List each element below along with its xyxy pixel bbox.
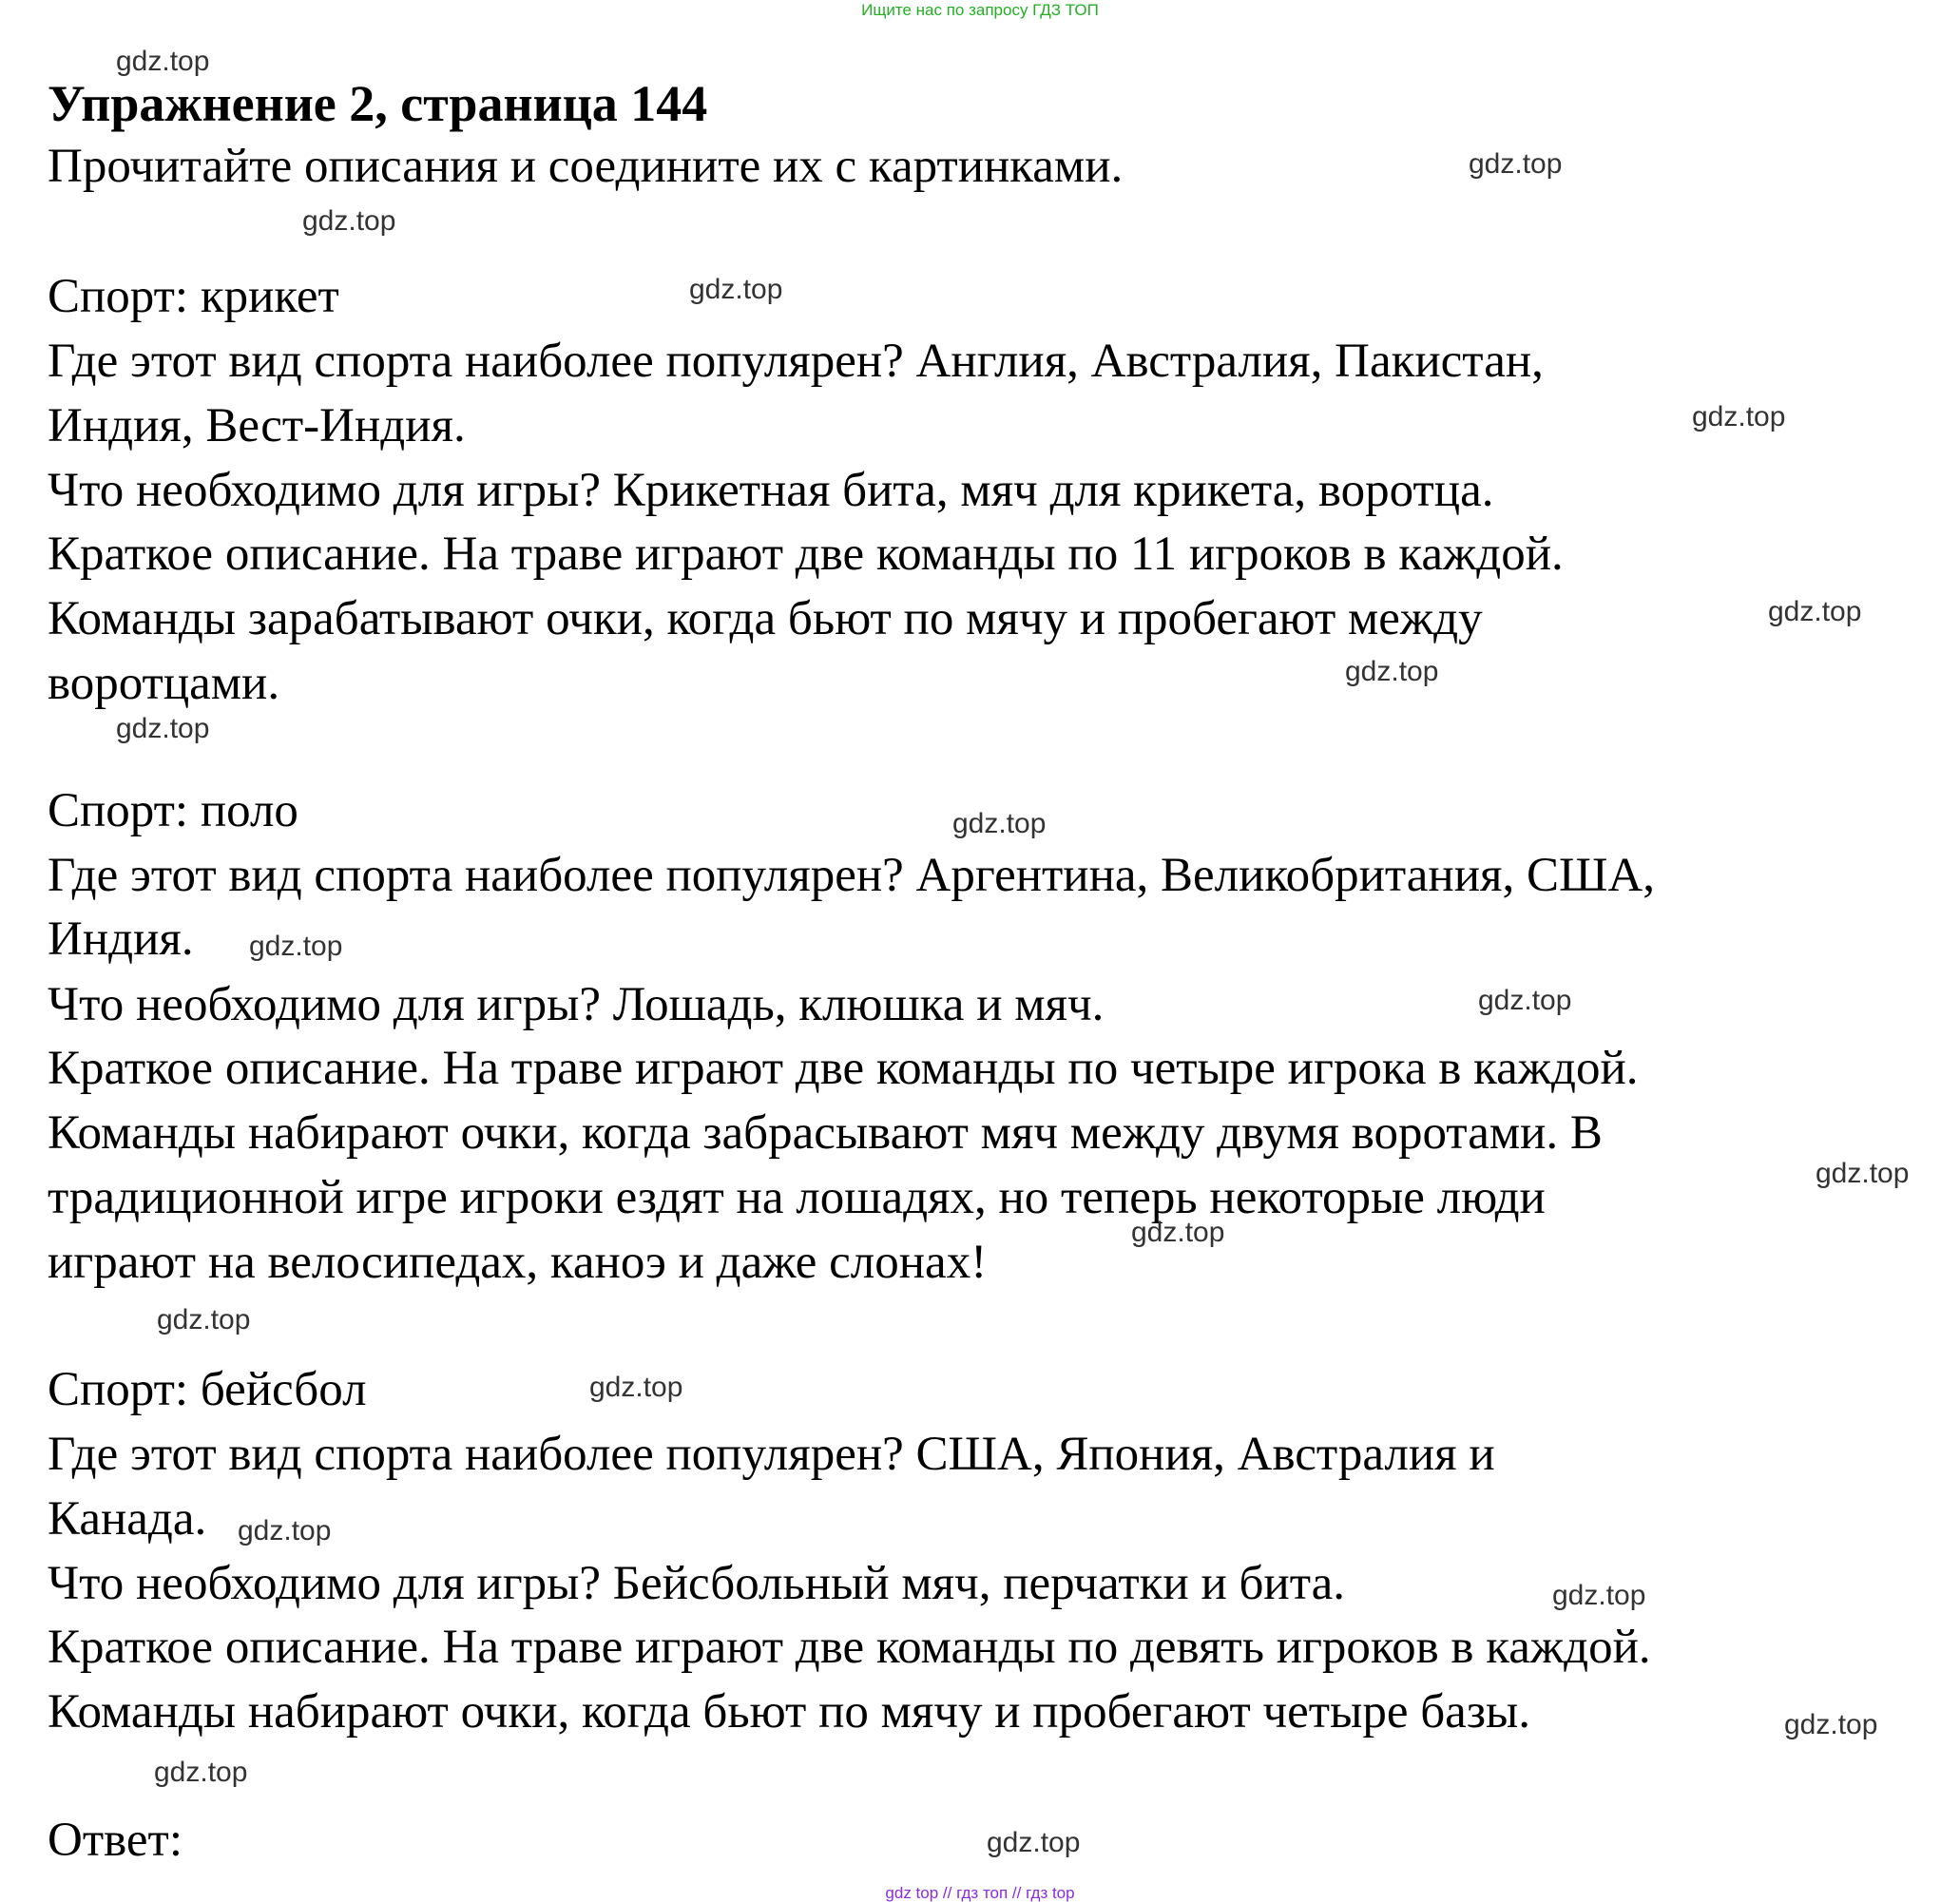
watermark: gdz.top <box>1816 1158 1910 1189</box>
polo-desc-line3: традиционной игре игроки ездят на лошадях, но теперь некоторые люди <box>48 1171 1546 1224</box>
polo-where-line2: Индия. <box>48 913 194 966</box>
watermark: gdz.top <box>1768 596 1862 627</box>
cricket-where-line2: Индия, Вест-Индия. <box>48 399 466 452</box>
polo-desc-line1: Краткое описание. На траве играют две команды по четыре игрока в каждой. <box>48 1042 1639 1095</box>
watermark: gdz.top <box>238 1515 332 1547</box>
polo-desc-line2: Команды набирают очки, когда забрасывают мяч между двумя воротами. В <box>48 1106 1603 1160</box>
cricket-desc-line2: Команды зарабатывают очки, когда бьют по мячу и пробегают между <box>48 592 1483 645</box>
baseball-need: Что необходимо для игры? Бейсбольный мяч, перчатки и бита. <box>48 1557 1346 1610</box>
watermark: gdz.top <box>116 713 210 744</box>
watermark: gdz.top <box>302 205 396 237</box>
watermark: gdz.top <box>589 1372 683 1403</box>
polo-desc-line4: играют на велосипедах, каноэ и даже слонах! <box>48 1236 988 1289</box>
watermark: gdz.top <box>1469 148 1563 180</box>
top-banner[interactable]: Ищите нас по запросу ГДЗ ТОП <box>861 1 1099 19</box>
watermark: gdz.top <box>249 931 343 962</box>
baseball-sport: Спорт: бейсбол <box>48 1363 367 1416</box>
baseball-desc-line1: Краткое описание. На траве играют две команды по девять игроков в каждой. <box>48 1621 1651 1674</box>
watermark: gdz.top <box>154 1757 248 1788</box>
watermark: gdz.top <box>1478 985 1572 1016</box>
cricket-where-line1: Где этот вид спорта наиболее популярен? Англия, Австралия, Пакистан, <box>48 335 1544 388</box>
cricket-desc-line3: воротцами. <box>48 657 280 710</box>
watermark: gdz.top <box>987 1827 1081 1858</box>
answer-label: Ответ: <box>48 1814 183 1867</box>
polo-where-line1: Где этот вид спорта наиболее популярен? Аргентина, Великобритания, США, <box>48 849 1655 902</box>
watermark: gdz.top <box>157 1304 251 1335</box>
baseball-where-line2: Канада. <box>48 1492 207 1546</box>
watermark: gdz.top <box>1692 401 1786 432</box>
watermark: gdz.top <box>689 274 783 305</box>
page-title: Упражнение 2, страница 144 <box>48 75 708 132</box>
footer-links[interactable]: gdz top // гдз топ // гдз top <box>885 1884 1075 1902</box>
watermark: gdz.top <box>1345 656 1439 687</box>
watermark: gdz.top <box>1552 1580 1646 1611</box>
cricket-sport: Спорт: крикет <box>48 270 339 323</box>
watermark: gdz.top <box>116 46 210 77</box>
polo-sport: Спорт: поло <box>48 784 298 837</box>
polo-need: Что необходимо для игры? Лошадь, клюшка и мяч. <box>48 978 1105 1031</box>
watermark: gdz.top <box>1784 1709 1878 1740</box>
baseball-desc-line2: Команды набирают очки, когда бьют по мячу и пробегают четыре базы. <box>48 1685 1530 1739</box>
watermark: gdz.top <box>952 808 1047 839</box>
cricket-desc-line1: Краткое описание. На траве играют две команды по 11 игроков в каждой. <box>48 528 1564 581</box>
watermark: gdz.top <box>1131 1217 1225 1248</box>
baseball-where-line1: Где этот вид спорта наиболее популярен? США, Япония, Австралия и <box>48 1428 1495 1481</box>
instruction: Прочитайте описания и соедините их с картинками. <box>48 140 1124 193</box>
cricket-need: Что необходимо для игры? Крикетная бита, мяч для крикета, воротца. <box>48 464 1494 517</box>
